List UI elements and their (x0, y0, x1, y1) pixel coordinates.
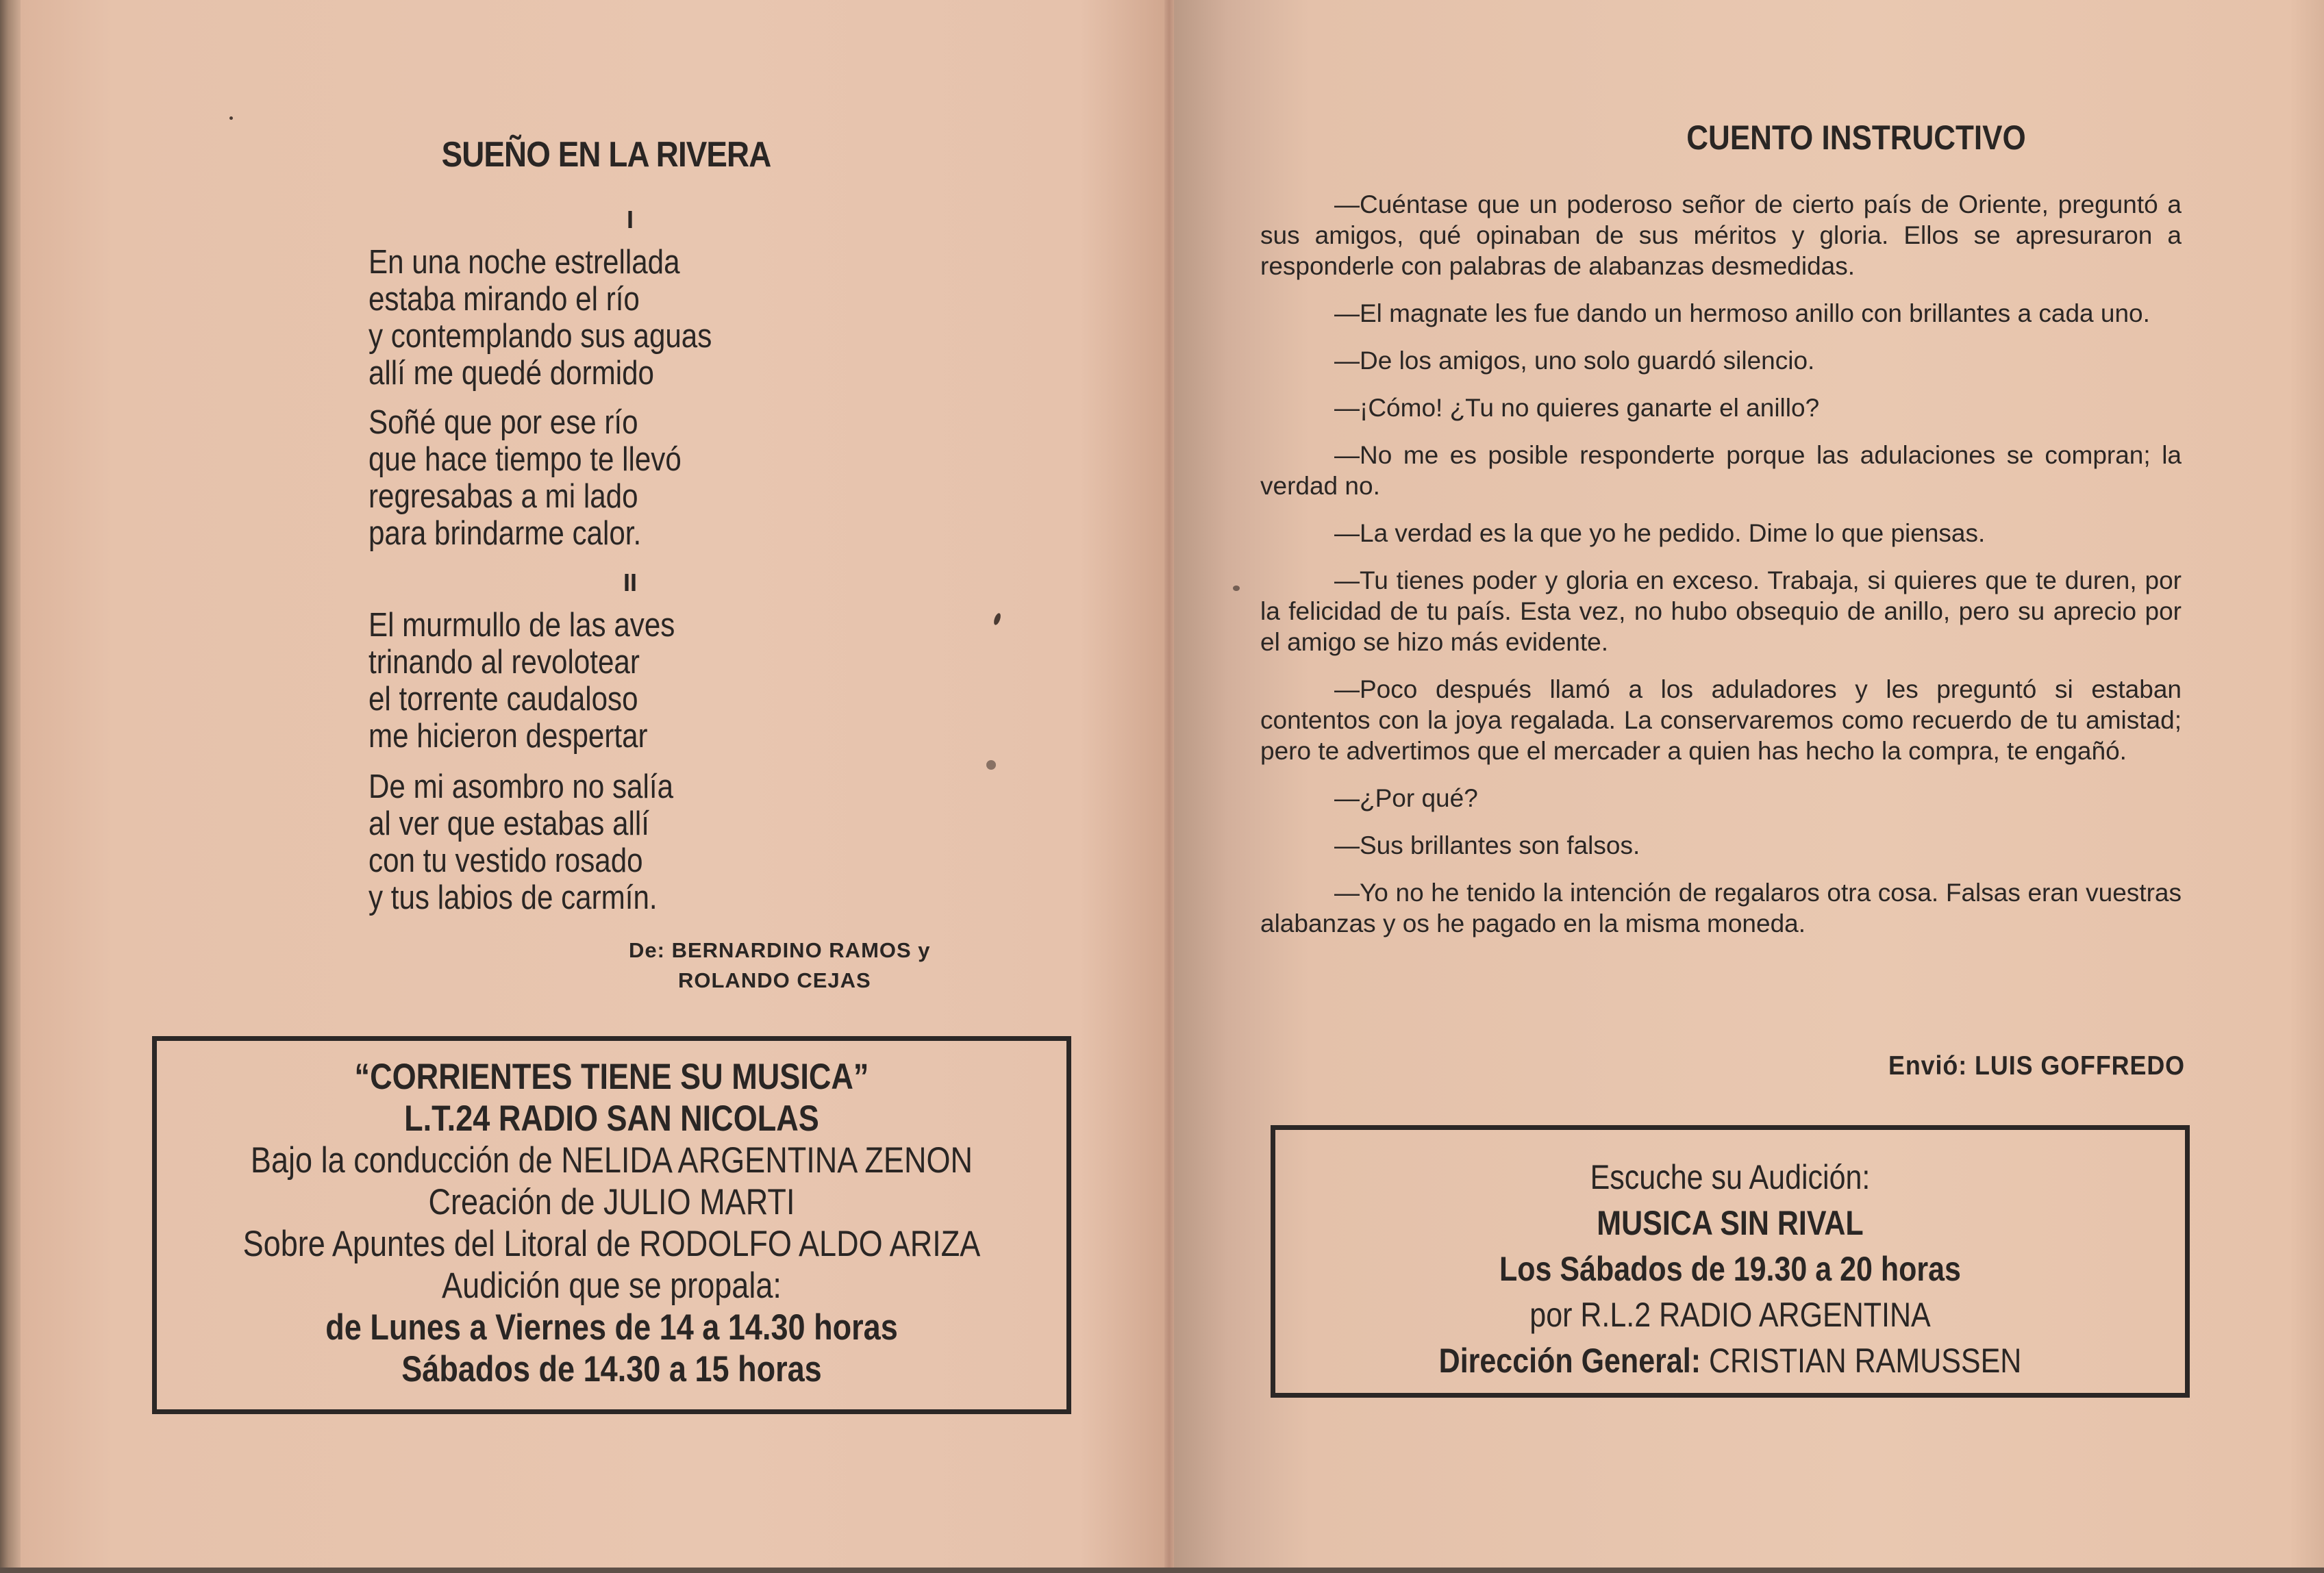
poem-line: y contemplando sus aguas (368, 318, 712, 355)
story-paragraph: —De los amigos, uno solo guardó silencio. (1334, 347, 1815, 375)
story-title: CUENTO INSTRUCTIVO (1686, 118, 2026, 157)
author-line: ROLANDO CEJAS (678, 968, 871, 992)
poem-line: En una noche estrellada (368, 244, 680, 281)
ad-line: Creación de JULIO MARTI (428, 1182, 795, 1222)
ink-speck (986, 760, 996, 770)
ink-speck (229, 116, 233, 120)
poem-line: al ver que estabas allí (368, 805, 649, 842)
story-paragraph: —Cuéntase que un poderoso señor de cierto país de Oriente, preguntó a sus amigos, qué opinaban de sus méritos y gloria. Ellos se apresuraron a responderle con palabras de alabanzas desmedidas. (1260, 190, 2182, 280)
poem-stanza (368, 607, 899, 755)
ad-line: L.T.24 RADIO SAN NICOLAS (404, 1098, 819, 1139)
poem-stanza (368, 244, 899, 392)
story-paragraph: —¿Por qué? (1334, 784, 1478, 812)
story-signature (1750, 1051, 2185, 1081)
signature-name: LUIS GOFFREDO (1975, 1051, 2185, 1081)
story-body (1260, 189, 2182, 955)
story-paragraph: —Poco después llamó a los aduladores y les preguntó si estaban contentos con la joya regalada. La conservaremos como recuerdo de tu amistad; pero te advertimos que el mercader a quien has hecho la compra, te engañó. (1260, 675, 2182, 765)
poem-line: el torrente caudaloso (368, 681, 638, 718)
section-numeral: I (626, 205, 634, 234)
poem-stanza (368, 404, 899, 552)
ad-line: Sobre Apuntes del Litoral de RODOLFO ALDO ARIZA (242, 1224, 981, 1264)
ad-line: por R.L.2 RADIO ARGENTINA (1529, 1296, 1931, 1334)
poem-line: que hace tiempo te llevó (368, 441, 682, 478)
poem-line: trinando al revolotear (368, 644, 640, 681)
ad-line: MUSICA SIN RIVAL (1597, 1204, 1864, 1242)
poem-line: De mi asombro no salía (368, 768, 674, 805)
poem-line: me hicieron despertar (368, 718, 648, 755)
book-spine (1164, 0, 1174, 1573)
ad-line: Bajo la conducción de NELIDA ARGENTINA ZENON (250, 1140, 973, 1181)
signature-label: Envió: (1888, 1051, 1968, 1081)
book-bottom-edge (0, 1568, 2324, 1573)
poem-line: allí me quedé dormido (368, 355, 654, 392)
ad-label: Dirección General: (1438, 1342, 1701, 1380)
ad-line: Sábados de 14.30 a 15 horas (401, 1349, 822, 1389)
ink-speck (1233, 586, 1240, 591)
radio-ad-box-corrientes (152, 1036, 1071, 1414)
poem-stanza (368, 768, 899, 916)
ad-line (1339, 1338, 2121, 1384)
ad-name: CRISTIAN RAMUSSEN (1708, 1342, 2022, 1380)
story-paragraph: —Tu tienes poder y gloria en exceso. Trabaja, si quieres que te duren, por la felicidad de tu país. Esta vez, no hubo obsequio de anillo, pero su aprecio por el amigo se hizo más evidente. (1260, 566, 2182, 656)
poem-line: para brindarme calor. (368, 515, 642, 552)
poem-line: El murmullo de las aves (368, 607, 675, 644)
poem-author (629, 935, 1012, 996)
poem-line: Soñé que por ese río (368, 404, 638, 441)
story-paragraph: —Yo no he tenido la intención de regalaros otra cosa. Falsas eran vuestras alabanzas y os he pagado en la misma moneda. (1260, 879, 2182, 937)
poem-title: SUEÑO EN LA RIVERA (441, 135, 771, 175)
poem-line: con tu vestido rosado (368, 842, 643, 879)
ad-line: de Lunes a Viernes de 14 a 14.30 horas (325, 1307, 898, 1348)
story-paragraph: —La verdad es la que yo he pedido. Dime lo que piensas. (1334, 519, 1986, 547)
story-paragraph: —No me es posible responderte porque las adulaciones se compran; la verdad no. (1260, 441, 2182, 500)
ad-line: “CORRIENTES TIENE SU MUSICA” (354, 1057, 869, 1097)
radio-ad-box-musica-sin-rival (1271, 1125, 2190, 1398)
story-paragraph: —Sus brillantes son falsos. (1334, 831, 1640, 859)
story-paragraph: —El magnate les fue dando un hermoso anillo con brillantes a cada uno. (1334, 299, 2150, 327)
poem-line: y tus labios de carmín. (368, 879, 658, 916)
poem-line: estaba mirando el río (368, 281, 640, 318)
section-numeral: II (623, 568, 637, 596)
ad-line: Audición que se propala: (442, 1266, 782, 1306)
poem-line: regresabas a mi lado (368, 478, 638, 515)
ad-line: Los Sábados de 19.30 a 20 horas (1499, 1250, 1961, 1288)
author-line: De: BERNARDINO RAMOS y (629, 938, 931, 962)
ad-line: Escuche su Audición: (1590, 1158, 1871, 1196)
story-paragraph: —¡Cómo! ¿Tu no quieres ganarte el anillo? (1334, 394, 1820, 422)
